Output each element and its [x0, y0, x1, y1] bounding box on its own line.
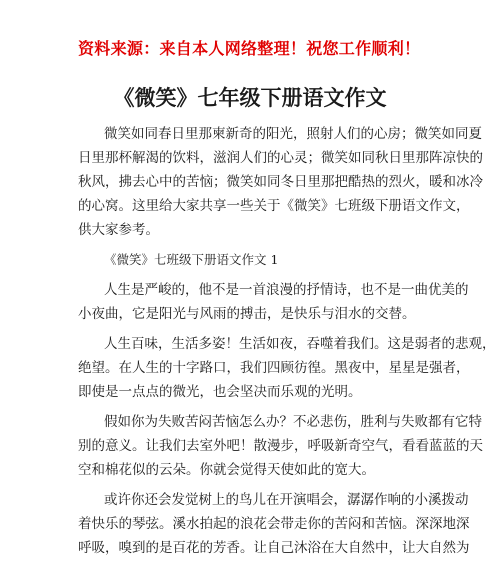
essay-paragraph [78, 488, 470, 560]
source-note: 资料来源：来自本人网络整理！祝您工作顺利！ [78, 39, 421, 58]
intro-paragraph [78, 122, 483, 242]
document-body [78, 122, 496, 560]
essay-paragraph [78, 278, 469, 326]
text-line: 假如你为失败苦闷苦恼怎么办？不必悲伤，胜利与失败都有它特 [104, 414, 482, 430]
text-line: 供大家参考。 [78, 222, 159, 238]
text-line: 人生是严峻的，他不是一首浪漫的抒情诗，也不是一曲优美的 [104, 282, 469, 298]
text-line: 空和棉花似的云朵。你就会觉得天使如此的宽大。 [78, 462, 375, 478]
essay-paragraph [78, 332, 496, 404]
text-line: 微笑如同春日里那柬新奇的阳光，照射人们的心房；微笑如同夏 [104, 126, 482, 142]
text-line: 小夜曲，它是阳光与风雨的搏击，是快乐与泪水的交替。 [78, 306, 416, 322]
document-title: 《微笑》七年级下册语文作文 [113, 85, 387, 110]
text-line: 或许你还会发觉树上的鸟儿在开演唱会，潺潺作响的小溪拨动 [104, 492, 469, 508]
text-line: 着快乐的琴弦。溪水拍起的浪花会带走你的苦闷和苦恼。深深地深 [78, 516, 470, 532]
text-line: 的心窝。这里给大家共享一些关于《微笑》七班级下册语文作文， [78, 198, 470, 214]
essay-heading: 《微笑》七班级下册语文作文 1 [104, 252, 279, 267]
text-line: 日里那杯解渴的饮料，滋润人们的心灵；微笑如同秋日里那阵凉快的 [78, 150, 483, 166]
text-line: 别的意义。让我们去室外吧！散漫步，呼吸新奇空气，看看蓝蓝的天 [78, 438, 483, 454]
text-line: 绝望。在人生的十字路口，我们四顾彷徨。黑夜中，星星是强者， [78, 360, 470, 376]
text-line: 即使是一点点的微光，也会坚决而乐观的光明。 [78, 384, 362, 400]
text-line: 秋风，拂去心中的苦恼；微笑如同冬日里那把酷热的烈火，暖和冰冷 [78, 174, 483, 190]
text-line: 呼吸，嗅到的是百花的芳香。让自己沐浴在大自然中，让大自然为 [78, 540, 470, 556]
text-line: 人生百味，生活多姿！生活如夜，吞噬着我们。这是弱者的悲观， [104, 336, 496, 352]
essay-paragraph [78, 410, 483, 482]
